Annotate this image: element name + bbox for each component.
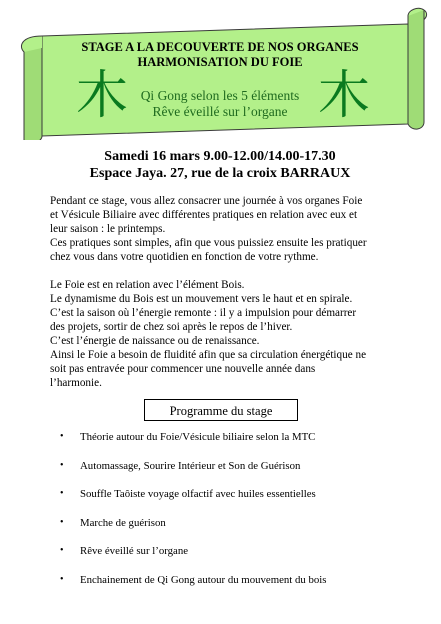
- body-p2-line2: Le dynamisme du Bois est un mouvement vers le haut et en spirale.: [50, 293, 353, 305]
- body-text: [50, 194, 400, 390]
- event-date: Samedi 16 mars 9.00-12.00/14.00-17.30: [104, 149, 336, 164]
- body-p1-line4: Ces pratiques sont simples, afin que vous puissiez ensuite les pratiquer: [50, 237, 367, 249]
- banner-title-line1: STAGE A LA DECOUVERTE DE NOS ORGANES: [81, 40, 359, 54]
- body-p1-line5: chez vous dans votre quotidien en fonction de votre rythme.: [50, 251, 319, 263]
- bullet-icon: •: [60, 459, 64, 471]
- body-p2-line3: C’est la saison où l’énergie remonte : il y a impulsion pour démarrer: [50, 307, 357, 319]
- wood-glyph-right: 木: [318, 66, 371, 126]
- banner-subtitle-line1: Qi Gong selon les 5 éléments: [140, 88, 300, 103]
- list-item-text: Marche de guérison: [80, 516, 166, 529]
- body-p2-line1: Le Foie est en relation avec l’élément Bois.: [50, 279, 245, 291]
- paragraph-gap: [50, 264, 400, 278]
- bullet-icon: •: [60, 516, 64, 528]
- body-p2-line4: des projets, sortir de chez soi après le repos de l’hiver.: [50, 321, 293, 333]
- body-p2-line6: Ainsi le Foie a besoin de fluidité afin que sa circulation énergétique ne: [50, 349, 367, 361]
- body-p2-line7: soit pas entravée pour commencer une nouvelle année dans: [50, 363, 316, 375]
- body-p2-line8: l’harmonie.: [50, 377, 102, 389]
- list-item-text: Théorie autour du Foie/Vésicule biliaire selon la MTC: [80, 431, 316, 443]
- bullet-icon: •: [60, 545, 64, 557]
- body-p1-line2: et Vésicule Biliaire avec différentes pratiques en relation avec eux et: [50, 209, 358, 221]
- programme-list: [60, 430, 420, 602]
- banner-subtitle: [130, 88, 310, 120]
- bullet-icon: •: [60, 431, 64, 442]
- list-item: [60, 487, 420, 516]
- list-item: [60, 459, 420, 488]
- bullet-icon: •: [60, 573, 64, 585]
- list-item-text: Souffle Taôiste voyage olfactif avec huiles essentielles: [80, 488, 316, 501]
- event-info: [60, 148, 380, 182]
- wood-glyph-left: 木: [76, 66, 129, 126]
- body-p2-line5: C’est l’énergie de naissance ou de renaissance.: [50, 335, 260, 347]
- event-place: Espace Jaya. 27, rue de la croix BARRAUX: [89, 166, 351, 181]
- list-item: [60, 573, 420, 602]
- body-p1-line1: Pendant ce stage, vous allez consacrer une journée à vos organes Foie: [50, 195, 363, 207]
- scroll-right-bottom: [408, 10, 424, 129]
- banner-title-line2: HARMONISATION DU FOIE: [137, 55, 303, 69]
- programme-heading: Programme du stage: [144, 399, 298, 421]
- bullet-icon: •: [60, 488, 64, 500]
- list-item: [60, 430, 420, 459]
- list-item: [60, 516, 420, 545]
- body-p1-line3: leur saison : le printemps.: [50, 223, 166, 235]
- list-item-text: Automassage, Sourire Intérieur et Son de Guérison: [80, 459, 301, 472]
- list-item-text: Enchainement de Qi Gong autour du mouvement du bois: [80, 573, 327, 586]
- list-item: [60, 544, 420, 573]
- banner-subtitle-line2: Rêve éveillé sur l’organe: [152, 104, 288, 119]
- scroll-left-bottom: [24, 48, 42, 140]
- list-item-text: Rêve éveillé sur l’organe: [80, 545, 189, 558]
